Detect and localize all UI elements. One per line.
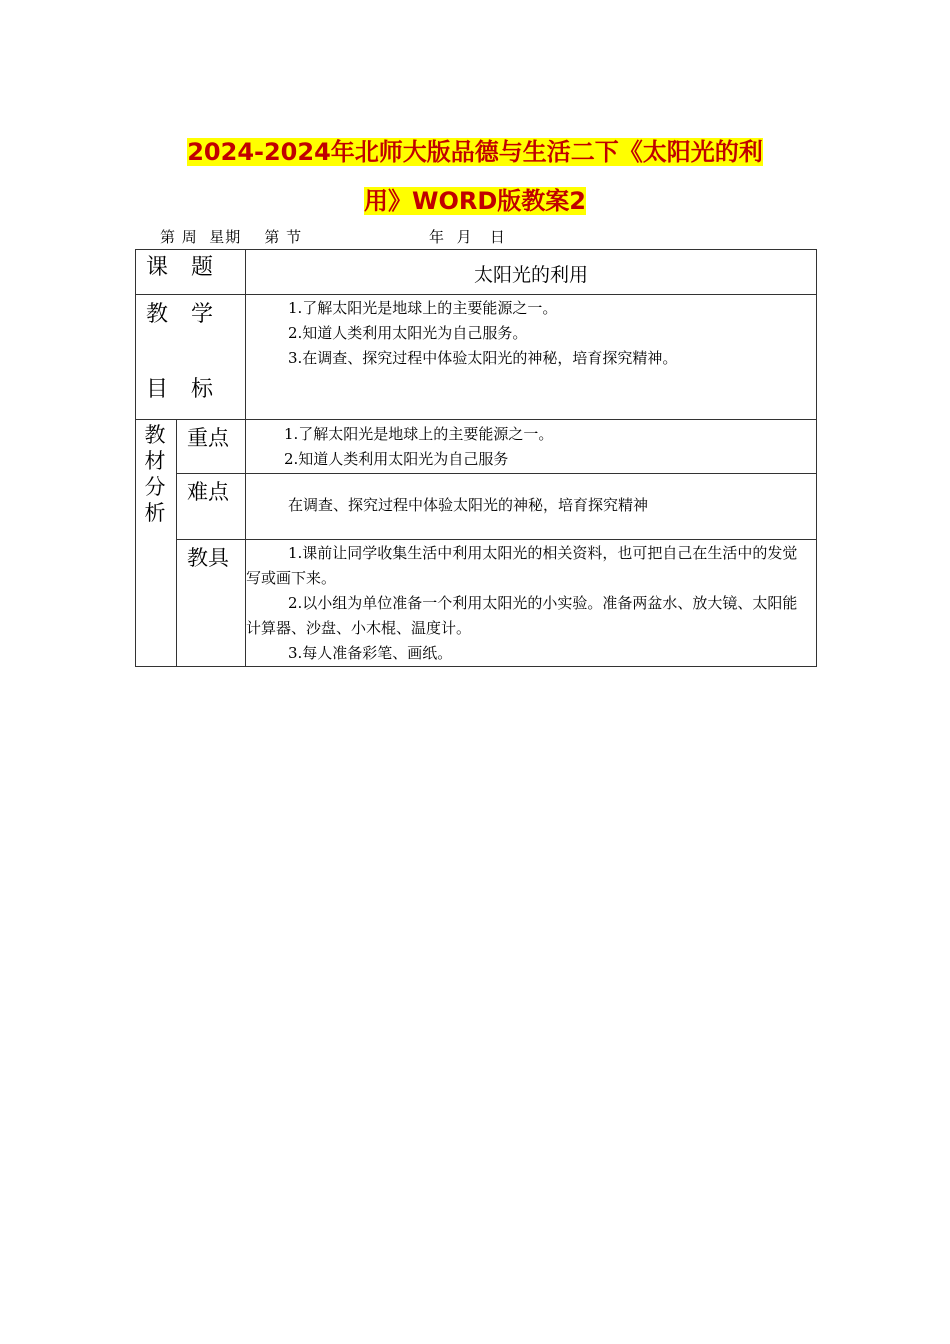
difficult-points-row (136, 474, 817, 540)
tools-row (136, 540, 817, 667)
analysis-label-cell (136, 420, 177, 667)
goals-row (136, 295, 817, 420)
tools-label: 教具 (187, 546, 229, 570)
analysis-label-char: 分 (144, 475, 166, 499)
analysis-label-char: 材 (144, 449, 166, 473)
document-title-line-1: 2024-2024年北师大版品德与生活二下《太阳光的利 (187, 138, 763, 166)
key-points-row (136, 420, 817, 474)
topic-label: 课 题 (146, 255, 221, 280)
difficult-label-cell (177, 474, 246, 540)
goal-item: 1.了解太阳光是地球上的主要能源之一。 (288, 299, 558, 317)
schedule-header: 第 周 星期 第 节 年 月 日 (160, 228, 506, 246)
key-point-item: 1.了解太阳光是地球上的主要能源之一。 (284, 425, 554, 443)
key-label: 重点 (187, 426, 229, 450)
key-points-cell (246, 420, 817, 474)
difficult-point-cell (246, 474, 817, 540)
difficult-point: 在调查、探究过程中体验太阳光的神秘，培育探究精神 (288, 496, 649, 514)
goals-label-1: 教 学 (146, 302, 221, 327)
topic-row (136, 250, 817, 295)
analysis-label-char: 析 (144, 501, 166, 525)
key-label-cell (177, 420, 246, 474)
goals-label-2: 目 标 (146, 377, 221, 402)
goals-label-cell (136, 295, 246, 420)
key-point-item: 2.知道人类利用太阳光为自己服务 (284, 450, 509, 468)
document-title-line-2: 用》WORD版教案2 (364, 187, 586, 215)
goal-item: 2.知道人类利用太阳光为自己服务。 (288, 324, 528, 342)
tool-item: 1.课前让同学收集生活中利用太阳光的相关资料，也可把自己在生活中的发觉写或画下来。 (246, 544, 798, 587)
tools-cell (246, 540, 817, 667)
analysis-label-char: 教 (144, 423, 166, 447)
lesson-plan-table (135, 249, 817, 667)
difficult-label: 难点 (187, 480, 229, 504)
topic-label-cell (136, 250, 246, 295)
goals-cell (246, 295, 817, 420)
tools-label-cell (177, 540, 246, 667)
topic-value-cell (246, 250, 817, 295)
tool-item: 3.每人准备彩笔、画纸。 (288, 644, 453, 662)
goal-item: 3.在调查、探究过程中体验太阳光的神秘，培育探究精神。 (288, 349, 678, 367)
tool-item: 2.以小组为单位准备一个利用太阳光的小实验。准备两盆水、放大镜、太阳能计算器、沙盘、小木棍、温度计。 (246, 594, 798, 637)
topic-value: 太阳光的利用 (473, 264, 588, 286)
